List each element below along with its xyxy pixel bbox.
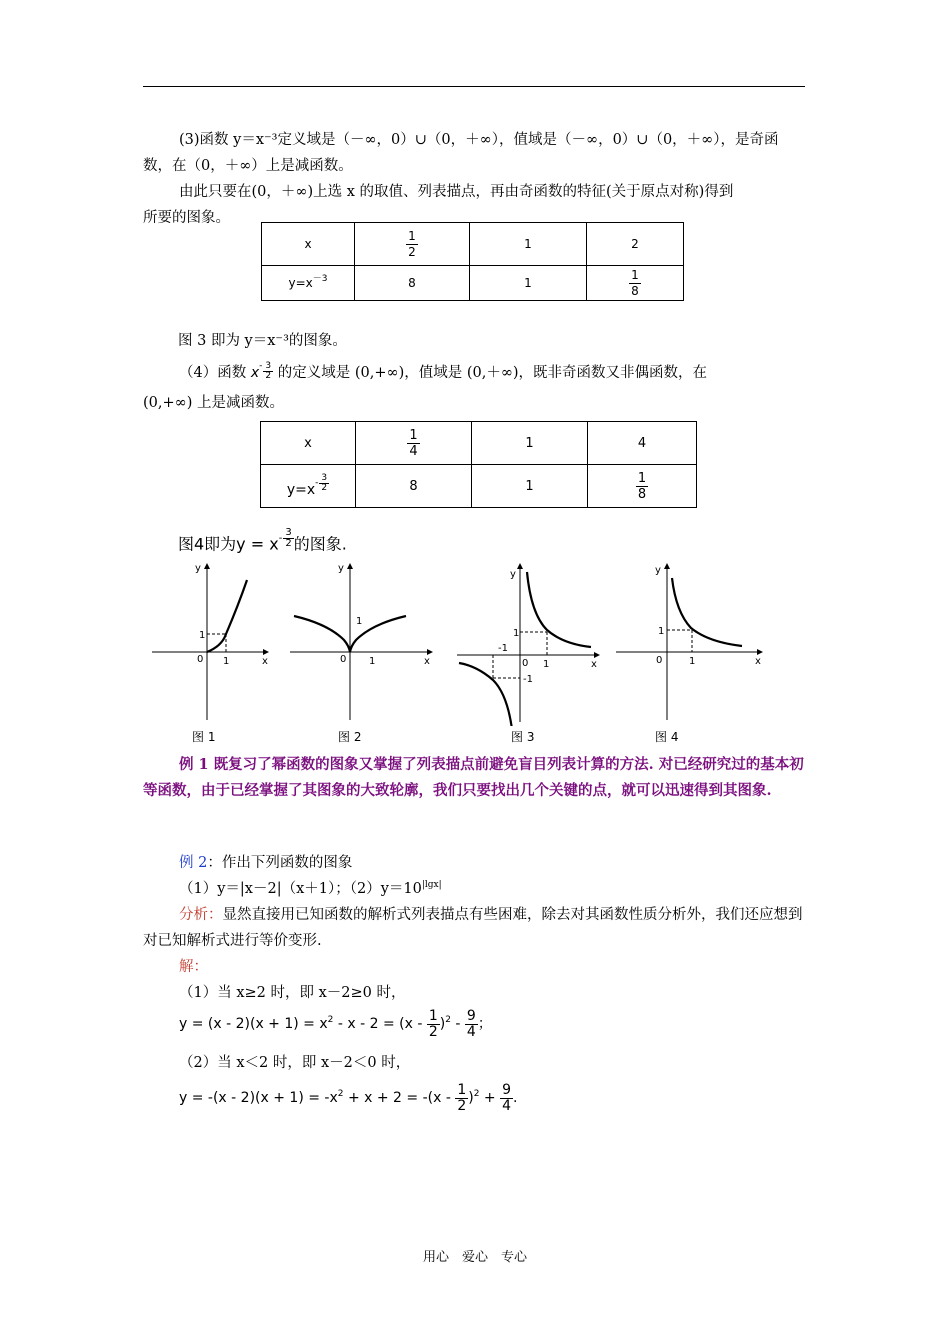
example-1-note: 例 1 既复习了幂函数的图象又掌握了列表描点前避免盲目列表计算的方法. 对已经研究过的基本初等函数，由于已经掌握了其图象的大致轮廓，我们只要找出几个关键的点，就可以迅速得到其图象. <box>143 756 804 799</box>
graph-4-x1: 1 <box>689 656 696 667</box>
table-2-row-label: y=x - $\frac{3}{2}$ <box>261 465 356 508</box>
graph-2-y1: 1 <box>356 616 363 627</box>
table-2-cell: 1 <box>472 422 588 465</box>
header-rule <box>143 86 805 87</box>
graph-2-y-label: y <box>338 563 344 574</box>
equation-1: $y = (x - 2)(x + 1) = x^2 - x - 2 = (x$ - $\frac{1}{2}$ )$^2$ - $\frac{9}{4}$ ； <box>179 1007 492 1040</box>
graph-4-caption: 图 4 <box>655 730 679 744</box>
table-2-cell: $\frac{1}{8}$ <box>588 465 697 508</box>
graph-4-origin: 0 <box>656 655 663 666</box>
graph-3 <box>455 556 605 726</box>
graph-3-y-label: y <box>510 569 516 580</box>
table-2-cell: $\frac{1}{4}$ <box>356 422 472 465</box>
paragraph-3 <box>143 127 805 231</box>
page-footer: 用心 爱心 专心 <box>422 1250 527 1265</box>
graph-1-curve <box>207 580 247 652</box>
example-2-case-1: （1）当 x≥2 时，即 x－2≥0 时， <box>179 985 406 1001</box>
table-1-cell: 8 <box>355 266 470 301</box>
example-2-title: ：作出下列函数的图象 <box>207 855 353 871</box>
table-1-cell: $\frac{1}{2}$ <box>355 223 470 266</box>
fig3-caption-text: 图 3 即为 y＝x⁻³的图象。 <box>178 333 347 349</box>
example-2-case-2: （2）当 x＜2 时，即 x－2＜0 时， <box>179 1055 411 1071</box>
graph-4-y1: 1 <box>658 626 665 637</box>
table-2-header-x: x <box>261 422 356 465</box>
p3-line4: 所要的图象。 <box>143 210 230 226</box>
graph-3-curve-left <box>459 663 513 726</box>
example-2-label: 例 2 <box>179 855 208 871</box>
graph-2-x1: 1 <box>369 656 376 667</box>
graph-1-y-label: y <box>195 563 201 574</box>
example-2 <box>143 850 805 1006</box>
table-2 <box>260 421 697 508</box>
p3-line2: 数，在（0，＋∞）上是减函数。 <box>143 158 353 174</box>
p3-line3: 由此只要在(0，＋∞)上选 x 的取值、列表描点，再由奇函数的特征(关于原点对称)得到 <box>179 184 734 200</box>
table-2-cell: 8 <box>356 465 472 508</box>
table-1-cell: 1 <box>470 266 587 301</box>
graph-1-origin: 0 <box>197 654 204 665</box>
table-1-cell: 1 <box>470 223 587 266</box>
graph-1-y1: 1 <box>199 630 206 641</box>
example-2-items: （1）y＝|x－2|（x＋1）；$(2)y=10^{|lgx|}$ <box>179 880 442 897</box>
graph-3-x1: 1 <box>543 659 550 670</box>
graph-1-x1: 1 <box>223 656 230 667</box>
equation-2: $y = -(x - 2)(x + 1) = -x^2 + x + 2 = -(x$ - $\frac{1}{2}$ )$^2$ + $\frac{9}{4}$ . <box>179 1081 518 1114</box>
table-1-row-label: $y=x^{-3}$ <box>262 266 355 301</box>
table-1-cell: 2 <box>587 223 684 266</box>
graph-3-y1: 1 <box>513 628 520 639</box>
graph-3-origin: 0 <box>522 658 529 669</box>
table-1 <box>261 222 684 301</box>
graph-4 <box>612 556 767 726</box>
graph-1-x-label: x <box>262 656 268 667</box>
example-2-solution-label: 解： <box>179 959 208 975</box>
graph-2-origin: 0 <box>340 654 347 665</box>
graph-2 <box>288 556 438 726</box>
paragraph-4: （4）函数 x - $\frac{3}{2}$ 的定义域是 (0,+∞)，值域是 (0,＋∞)，既非奇函数又非偶函数，在 (0,+∞) 上是减函数。 <box>143 361 708 411</box>
graph-2-x-label: x <box>424 656 430 667</box>
graph-4-y-label: y <box>655 565 661 576</box>
graph-3-caption: 图 3 <box>511 730 535 744</box>
p3-line1: (3)函数 y＝x⁻³定义域是（－∞，0）∪（0，＋∞），值域是（－∞，0）∪（0，＋∞），是奇函 <box>179 132 779 148</box>
graph-1-caption: 图 1 <box>192 730 216 744</box>
graph-3-xneg1: -1 <box>498 643 508 654</box>
graph-3-yneg1: -1 <box>523 674 533 685</box>
graph-1 <box>150 556 275 726</box>
graph-3-x-label: x <box>591 659 597 670</box>
graph-4-x-label: x <box>755 656 761 667</box>
graph-4-curve <box>672 578 742 646</box>
graph-3-curve-right <box>527 572 591 647</box>
fig4-caption: 图4即为y = x - $\frac{3}{2}$ 的图象. <box>178 527 347 554</box>
graph-2-caption: 图 2 <box>338 730 362 744</box>
table-1-header-x: x <box>262 223 355 266</box>
example-2-analysis: 分析：显然直接用已知函数的解析式列表描点有些困难，除去对其函数性质分析外，我们还应想到对已知解析式进行等价变形. <box>143 907 803 949</box>
table-1-cell: $\frac{1}{8}$ <box>587 266 684 301</box>
table-2-cell: 1 <box>472 465 588 508</box>
table-2-cell: 4 <box>588 422 697 465</box>
